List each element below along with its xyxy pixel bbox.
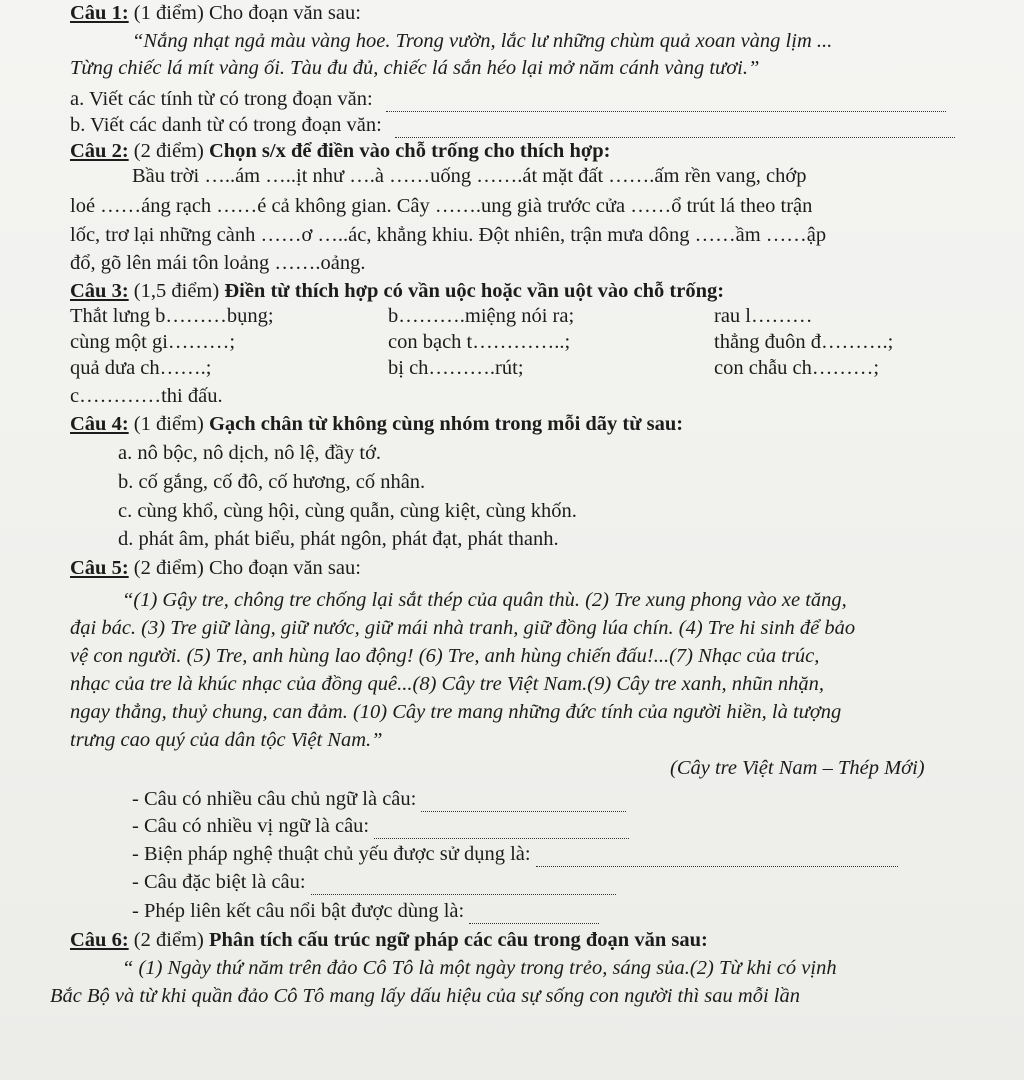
- q5-passage-1: “(1) Gậy tre, chông tre chống lại sắt thép của quân thù. (2) Tre xung phong vào xe tăng,: [122, 589, 847, 611]
- q4-item-a: a. nô bộc, nô dịch, nô lệ, đầy tớ.: [118, 442, 382, 464]
- q3-r2-c1: cùng một gi………;: [70, 331, 236, 353]
- q5-task-5: [132, 898, 599, 924]
- q5-task-3-blank[interactable]: [536, 848, 898, 867]
- q6-line2: Bắc Bộ và từ khi quần đảo Cô Tô mang lấy dấu hiệu của sự sống con người thì sau mỗi lần: [50, 985, 800, 1007]
- q1-label: Câu 1:: [70, 2, 129, 24]
- q5-task-2: [132, 813, 629, 839]
- q5-task-2-blank[interactable]: [374, 820, 629, 839]
- q2-header: [70, 138, 610, 164]
- q1-part-b-label: b. Viết các danh từ có trong đoạn văn:: [70, 114, 382, 136]
- q1-header: [70, 0, 361, 26]
- q3-r3-c1: quả dưa ch…….;: [70, 357, 212, 379]
- q5-task-4-label: - Câu đặc biệt là câu:: [132, 871, 311, 893]
- q3-r3-c3: con chẫu ch………;: [714, 357, 880, 379]
- q3-label: Câu 3:: [70, 280, 129, 302]
- q1-passage-line2: Từng chiếc lá mít vàng ối. Tàu đu đủ, chiếc lá sắn héo lại mở năm cánh vàng tươi.”: [70, 57, 760, 79]
- q4-points: (1 điểm): [128, 413, 209, 435]
- q3-r1-c3: rau l………: [714, 305, 813, 327]
- q6-title: Phân tích cấu trúc ngữ pháp các câu trong đoạn văn sau:: [208, 929, 708, 951]
- q1-part-b-blank[interactable]: [395, 119, 955, 138]
- q3-r1-c1: Thắt lưng b………bụng;: [70, 305, 274, 327]
- q5-passage-5: ngay thẳng, thuỷ chung, can đảm. (10) Cây tre mang những đức tính của người hiền, là tượng: [70, 701, 842, 723]
- q4-item-d: d. phát âm, phát biểu, phát ngôn, phát đạt, phát thanh.: [118, 528, 559, 550]
- q3-title: Điền từ thích hợp có vần uộc hoặc vần uột vào chỗ trống:: [224, 280, 725, 302]
- q1-part-a-blank[interactable]: [386, 93, 946, 112]
- q6-line1: “ (1) Ngày thứ năm trên đảo Cô Tô là một ngày trong trẻo, sáng sủa.(2) Từ khi có vịnh: [122, 957, 837, 979]
- q3-r2-c3: thẳng đuôn đ……….;: [714, 331, 894, 353]
- q5-passage-4: nhạc của tre là khúc nhạc của đồng quê...(8) Cây tre Việt Nam.(9) Cây tre xanh, nhũn nhặn,: [70, 673, 824, 695]
- q5-passage-3: vệ con người. (5) Tre, anh hùng lao động! (6) Tre, anh hùng chiến đấu!...(7) Nhạc của trúc,: [70, 645, 820, 667]
- q5-task-5-blank[interactable]: [469, 905, 599, 924]
- q5-task-5-label: - Phép liên kết câu nổi bật được dùng là:: [132, 900, 470, 922]
- q3-r2-c2: con bạch t…………..;: [388, 331, 571, 353]
- q5-task-3: [132, 841, 898, 867]
- q2-label: Câu 2:: [70, 140, 129, 162]
- q5-intro: (2 điểm) Cho đoạn văn sau:: [128, 557, 361, 579]
- q5-source: (Cây tre Việt Nam – Thép Mới): [670, 757, 925, 779]
- q5-task-4-blank[interactable]: [311, 876, 616, 895]
- q3-r1-c2: b……….miệng nói ra;: [388, 305, 575, 327]
- q4-item-c: c. cùng khổ, cùng hội, cùng quẫn, cùng kiệt, cùng khốn.: [118, 500, 577, 522]
- q5-task-2-label: - Câu có nhiều vị ngữ là câu:: [132, 815, 375, 837]
- q3-r4: c…………thi đấu.: [70, 385, 223, 407]
- q5-passage-6: trưng cao quý của dân tộc Việt Nam.”: [70, 729, 383, 751]
- q4-label: Câu 4:: [70, 413, 129, 435]
- q3-points: (1,5 điểm): [128, 280, 225, 302]
- q5-task-4: [132, 869, 616, 895]
- q1-part-a-label: a. Viết các tính từ có trong đoạn văn:: [70, 88, 373, 110]
- q4-header: [70, 411, 683, 437]
- q5-task-1-blank[interactable]: [421, 793, 626, 812]
- q4-item-b: b. cố gắng, cố đô, cố hương, cố nhân.: [118, 471, 426, 493]
- q5-task-1-label: - Câu có nhiều câu chủ ngữ là câu:: [132, 788, 422, 810]
- q5-task-1: [132, 786, 626, 812]
- q2-line4: đổ, gõ lên mái tôn loảng …….oảng.: [70, 252, 366, 274]
- q3-header: [70, 278, 724, 304]
- q5-task-3-label: - Biện pháp nghệ thuật chủ yếu được sử dụng là:: [132, 843, 536, 865]
- q5-label: Câu 5:: [70, 557, 129, 579]
- q6-label: Câu 6:: [70, 929, 129, 951]
- q5-passage-2: đại bác. (3) Tre giữ làng, giữ nước, giữ mái nhà tranh, giữ đồng lúa chín. (4) Tre hi sinh để bảo: [70, 617, 856, 639]
- q6-header: [70, 927, 708, 953]
- q6-points: (2 điểm): [128, 929, 209, 951]
- q2-line3: lốc, trơ lại những cành ……ơ …..ác, khẳng khiu. Đột nhiên, trận mưa dông ……ầm ……ập: [70, 224, 827, 246]
- q2-points: (2 điểm): [128, 140, 209, 162]
- q5-header: [70, 555, 361, 581]
- q2-line2: loé ……áng rạch ……é cả không gian. Cây …….ung già trước cửa ……ổ trút lá theo trận: [70, 195, 813, 217]
- q4-title: Gạch chân từ không cùng nhóm trong mỗi dãy từ sau:: [208, 413, 684, 435]
- q1-intro: (1 điểm) Cho đoạn văn sau:: [128, 2, 361, 24]
- q1-passage-line1: “Nắng nhạt ngả màu vàng hoe. Trong vườn, lắc lư những chùm quả xoan vàng lịm ...: [132, 30, 833, 52]
- q1-part-b: [70, 112, 955, 138]
- q3-r3-c2: bị ch……….rút;: [388, 357, 524, 379]
- q1-part-a: [70, 86, 946, 112]
- q2-title: Chọn s/x để điền vào chỗ trống cho thích hợp:: [208, 140, 611, 162]
- q2-line1: Bầu trời …..ám …..ịt như ….à ……uống …….át mặt đất …….ấm rền vang, chớp: [132, 165, 807, 187]
